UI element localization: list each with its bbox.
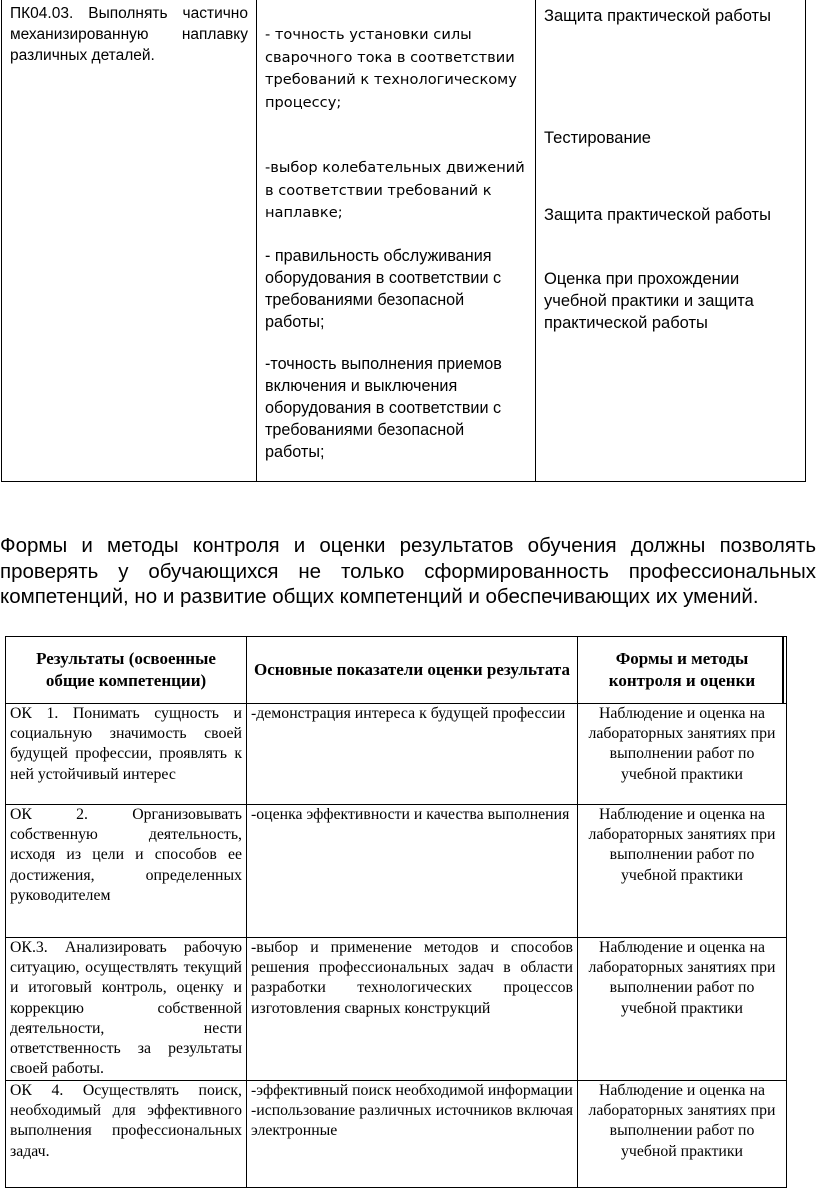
criterion-text: -точность выполнения приемов включения и выключения оборудования в соответствии с требованиями безопасной работы;: [265, 354, 502, 461]
column-header-results: Результаты (освоенные общие компетенции): [6, 637, 247, 704]
table-header-row: [6, 637, 787, 704]
table-row: [6, 1081, 787, 1188]
competency-table: [1, 0, 806, 482]
results-table: [5, 636, 787, 1188]
criterion-text: -выбор колебательных движений в соответствии требований к наплавке;: [265, 159, 525, 221]
indicator-cell: -демонстрация интереса к будущей профессии: [247, 704, 578, 805]
criterion-text: - правильность обслуживания оборудования в соответствии с требованиями безопасной работы;: [265, 246, 502, 331]
criterion-text: - точность установки силы сварочного тока в соответствии требований к технологическому процессу;: [265, 26, 517, 111]
result-cell: ОК 4. Осуществлять поиск, необходимый для эффективного выполнения профессиональных задач.: [6, 1081, 247, 1188]
method-text: Оценка при прохождении учебной практики и защита практической работы: [544, 270, 754, 332]
result-cell: ОК 1. Понимать сущность и социальную значимость своей будущей профессии, проявлять к ней устойчивый интерес: [6, 704, 247, 805]
result-cell: ОК.3. Анализировать рабочую ситуацию, осуществлять текущий и итоговый контроль, оценку и коррекцию собственной деятельности, нести ответственность за результаты своей работы.: [6, 938, 247, 1081]
methods-cell: [536, 0, 806, 482]
method-text: Тестирование: [544, 129, 651, 147]
table-row: [6, 938, 787, 1081]
criteria-cell: [257, 0, 536, 482]
indicator-cell: -оценка эффективности и качества выполнения: [247, 805, 578, 938]
table-row: [6, 805, 787, 938]
indicator-cell: -выбор и применение методов и способов решения профессиональных задач в области разработки технологических процессов изготовления сварных конструкций: [247, 938, 578, 1081]
competency-text: ПК04.03. Выполнять частично механизированную наплавку различных деталей.: [10, 5, 248, 64]
competency-cell: [2, 0, 257, 482]
indicator-cell: -эффективный поиск необходимой информации -использование различных источников включая электронные: [247, 1081, 578, 1188]
method-text: Защита практической работы: [544, 206, 771, 224]
table-row: [2, 0, 806, 482]
column-header-methods: Формы и методы контроля и оценки: [578, 637, 787, 704]
method-cell: Наблюдение и оценка на лабораторных занятиях при выполнении работ по учебной практики: [578, 1081, 787, 1188]
result-cell: ОК 2. Организовывать собственную деятельность, исходя из цели и способов ее достижения, определенных руководителем: [6, 805, 247, 938]
table-row: [6, 704, 787, 805]
method-text: Защита практической работы: [544, 7, 771, 25]
method-cell: Наблюдение и оценка на лабораторных занятиях при выполнении работ по учебной практики: [578, 704, 787, 805]
method-cell: Наблюдение и оценка на лабораторных занятиях при выполнении работ по учебной практики: [578, 938, 787, 1081]
column-header-indicators: Основные показатели оценки результата: [247, 637, 578, 704]
method-cell: Наблюдение и оценка на лабораторных занятиях при выполнении работ по учебной практики: [578, 805, 787, 938]
intro-paragraph: Формы и методы контроля и оценки результатов обучения должны позволять проверять у обучающихся не только сформированность профессиональных компетенций, но и развитие общих компетенций и обеспечивающих их умений.: [0, 534, 816, 608]
